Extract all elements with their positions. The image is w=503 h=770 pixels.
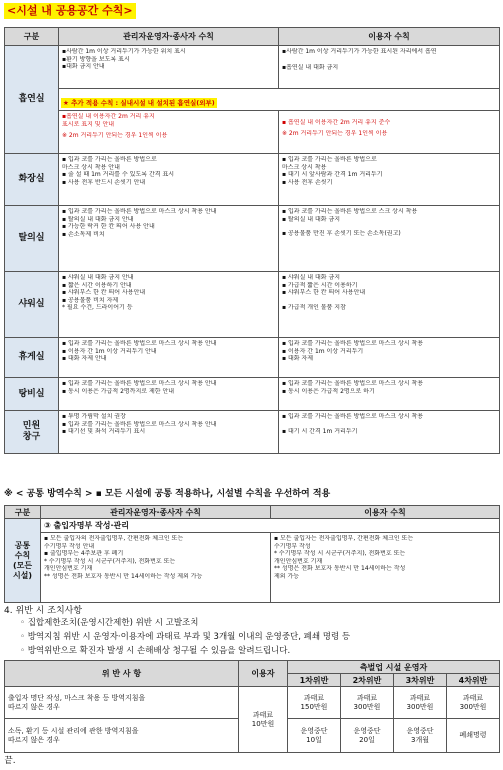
restroom-user-rules: ▪ 입과 코를 가리는 올바른 방법으로 마스크 상시 착용 ▪ 대기 시 앞사람과 간격 1m 거리두기 ▪ 사용 전후 손씻기	[279, 154, 500, 206]
locker-room-user-rules: ▪ 입과 코를 가리는 올바른 방법으로 스크 상시 착용 ▪ 탈의실 내 대화 금지 ▪ 공용물품 만진 후 손씻기 또는 손소독(권고)	[279, 206, 500, 272]
facility-rules-table	[4, 27, 500, 454]
penalty-header-violation: 위 반 사 항	[5, 661, 239, 687]
lounge-user-rules: ▪ 입과 코를 가리는 올바른 방법으로 마스크 상시 착용 ▪ 이용자 간 1m 이상 거리두기 ▪ 대화 자제	[279, 338, 500, 378]
penalty-r1-tier-1: 과태료 150만원	[288, 687, 341, 719]
row-label-smoking: 흡연실	[5, 46, 59, 154]
pantry-user-rules: ▪ 입과 코를 가리는 올바른 방법으로 마스크 상시 착용 ▪ 동시 이용은 가급적 2명으로 하기	[279, 378, 500, 411]
section-4-heading: 4. 위반 시 조치사항	[4, 606, 83, 616]
penalty-r2-tier-3: 운영중단 3개월	[394, 719, 447, 753]
penalty-r1-tier-2: 과태료 300만원	[341, 687, 394, 719]
penalty-header-tier-1: 1차위반	[288, 674, 341, 687]
penalty-violation-1: 출입자 명단 작성, 마스크 착용 등 방역지침을 따르지 않은 경우	[5, 687, 239, 719]
smoking-user-rules: ▪사람간 1m 이상 거리두기가 가능한 표시된 자리에서 흡연 ▪흡연실 내 대화 금지	[279, 46, 500, 89]
row-label-common: 공통 수칙 (모든 시설)	[5, 519, 41, 603]
row-label-lounge: 휴게실	[5, 338, 59, 378]
penalty-user-fine: 과태료 10만원	[239, 687, 288, 753]
common-col-header-user: 이용자 수칙	[271, 506, 500, 519]
page-title: <시설 내 공용공간 수칙>	[4, 3, 136, 19]
common-col-header-category: 구분	[5, 506, 41, 519]
common-manager-rules: ▪ 모든 출입자의 전자출입명부, 간편전화 체크인 또는 수기명부 작성 안내 ▪ 출입명부는 4주보관 후 폐기 * 수기명부 작성 시 시군구(거주지), 전화번호 또는 개인안심번호 기재 ** 성명은 전화 보호자 동반시 만 14세이하는 작성 제외 가능	[41, 533, 271, 603]
shower-room-user-rules: ▪ 샤워실 내 대화 금지 ▪ 가급적 짧은 시간 이용하기 ▪ 샤워부스 한 칸 띄어 사용안내 ▪ 가급적 개인 물품 지참	[279, 272, 500, 338]
smoking-manager-rules: ▪사람간 1m 이상 거리두기가 가능한 위치 표시 ▪환기 방향을 보도록 표시 ▪대화 금지 안내	[59, 46, 279, 89]
col-header-user: 이용자 수칙	[279, 28, 500, 46]
smoking-manager-extra-rules: ▪흡연실 내 이용자간 2m 거리 유지 표시로 표지 및 안내 ※ 2m 거리두기 안되는 경우 1인씩 이용	[59, 111, 279, 154]
service-counter-user-rules: ▪ 입과 코를 가리는 올바른 방법으로 마스크 상시 착용 ▪ 대기 시 간격 1m 거리두기	[279, 411, 500, 454]
service-counter-manager-rules: ▪ 투명 가림막 설치 권장 ▪ 입과 코를 가리는 올바른 방법으로 마스크 상시 착용 안내 ▪ 대기선 및 좌석 거리두기 표시	[59, 411, 279, 454]
violation-item-3: ◦ 방역위반으로 확진자 발생 시 손해배상 청구될 수 있음을 알려드립니다.	[20, 646, 291, 656]
penalty-r1-tier-3: 과태료 300만원	[394, 687, 447, 719]
common-col-header-manager: 관리자운영자·종사자 수칙	[41, 506, 271, 519]
lounge-manager-rules: ▪ 입과 코를 가리는 올바른 방법으로 마스크 상시 착용 안내 ▪ 이용자 간 1m 이상 거리두기 안내 ▪ 대화 자제 안내	[59, 338, 279, 378]
restroom-manager-rules: ▪ 입과 코를 가리는 올바른 방법으로 마스크 상시 착용 안내 ▪ 줄 설 때 1m 거리를 수 있도록 간격 표시 ▪ 사용 전후 반드시 손씻기 안내	[59, 154, 279, 206]
penalty-header-tier-3: 3차위반	[394, 674, 447, 687]
violation-item-2: ◦ 방역지침 위반 시 운영자·이용자에 과태료 부과 및 3개월 이내의 운영중단, 폐쇄 명령 등	[20, 632, 351, 642]
col-header-manager: 관리자운영자·종사자 수칙	[59, 28, 279, 46]
section-visitor-log: ③ 출입자명부 작성·관리	[41, 519, 500, 533]
common-rules-note: ※ < 공통 방역수칙 > ▪ 모든 시설에 공통 적용하나, 시설별 수칙을 우선하여 적용	[4, 489, 331, 499]
penalty-header-tier-4: 4차위반	[447, 674, 500, 687]
penalty-header-tier-2: 2차위반	[341, 674, 394, 687]
penalty-r2-tier-2: 운영중단 20일	[341, 719, 394, 753]
col-header-category: 구분	[5, 28, 59, 46]
row-label-pantry: 탕비실	[5, 378, 59, 411]
common-user-rules: ▪ 모든 출입자는 전자출입명부, 간편전화 체크인 또는 수기명부 작성 * 수기명부 작성 시 시군구(거주지), 전화번호 또는 개인안심번호 기재 ** 성명은 전화 보호자 동반시 만 14세이하는 작성 제외 가능	[271, 533, 500, 603]
penalty-header-user: 이용자	[239, 661, 288, 687]
penalty-r2-tier-1: 운영중단 10일	[288, 719, 341, 753]
penalty-violation-2: 소독, 환기 등 시설 관리에 관한 방역지침을 따르지 않은 경우	[5, 719, 239, 753]
common-rules-table	[4, 505, 500, 603]
penalty-table	[4, 660, 500, 753]
penalty-r1-tier-4: 과태료 300만원	[447, 687, 500, 719]
penalty-r2-tier-4: 폐쇄명령	[447, 719, 500, 753]
row-label-service-counter: 민원 창구	[5, 411, 59, 454]
smoking-user-extra-rules: ▪ 흡연실 내 이용자간 2m 거리 유지 준수 ※ 2m 거리두기 안되는 경우 1인씩 이용	[279, 111, 500, 154]
penalty-header-operator: 측벌업 시설 운영자	[288, 661, 500, 674]
shower-room-manager-rules: ▪ 샤워실 내 대화 금지 안내 ▪ 짧은 시간 이용하기 안내 ▪ 샤워부스 한 칸 띄어 사용안내 ▪ 공용물품 비치 자제 * 필요 수건, 드라이어기 등	[59, 272, 279, 338]
smoking-additional-rule: ★ 추가 적용 수칙 : 실내시설 내 설치된 흡연실(외부)	[59, 89, 500, 111]
violation-item-1: ◦ 집합제한조치(운영시간제한) 위반 시 고발조치	[20, 618, 199, 628]
row-label-locker-room: 탈의실	[5, 206, 59, 272]
end-mark: 끝.	[4, 756, 16, 766]
pantry-manager-rules: ▪ 입과 코를 가리는 올바른 방법으로 마스크 상시 착용 안내 ▪ 동시 이용은 가급적 2명까지로 제한 안내	[59, 378, 279, 411]
row-label-shower-room: 샤워실	[5, 272, 59, 338]
row-label-restroom: 화장실	[5, 154, 59, 206]
locker-room-manager-rules: ▪ 입과 코를 가리는 올바른 방법으로 마스크 상시 착용 안내 ▪ 탈의실 내 대화 금지 안내 ▪ 가능한 락커 한 칸 띄어 사용 안내 ▪ 손소독제 비치	[59, 206, 279, 272]
